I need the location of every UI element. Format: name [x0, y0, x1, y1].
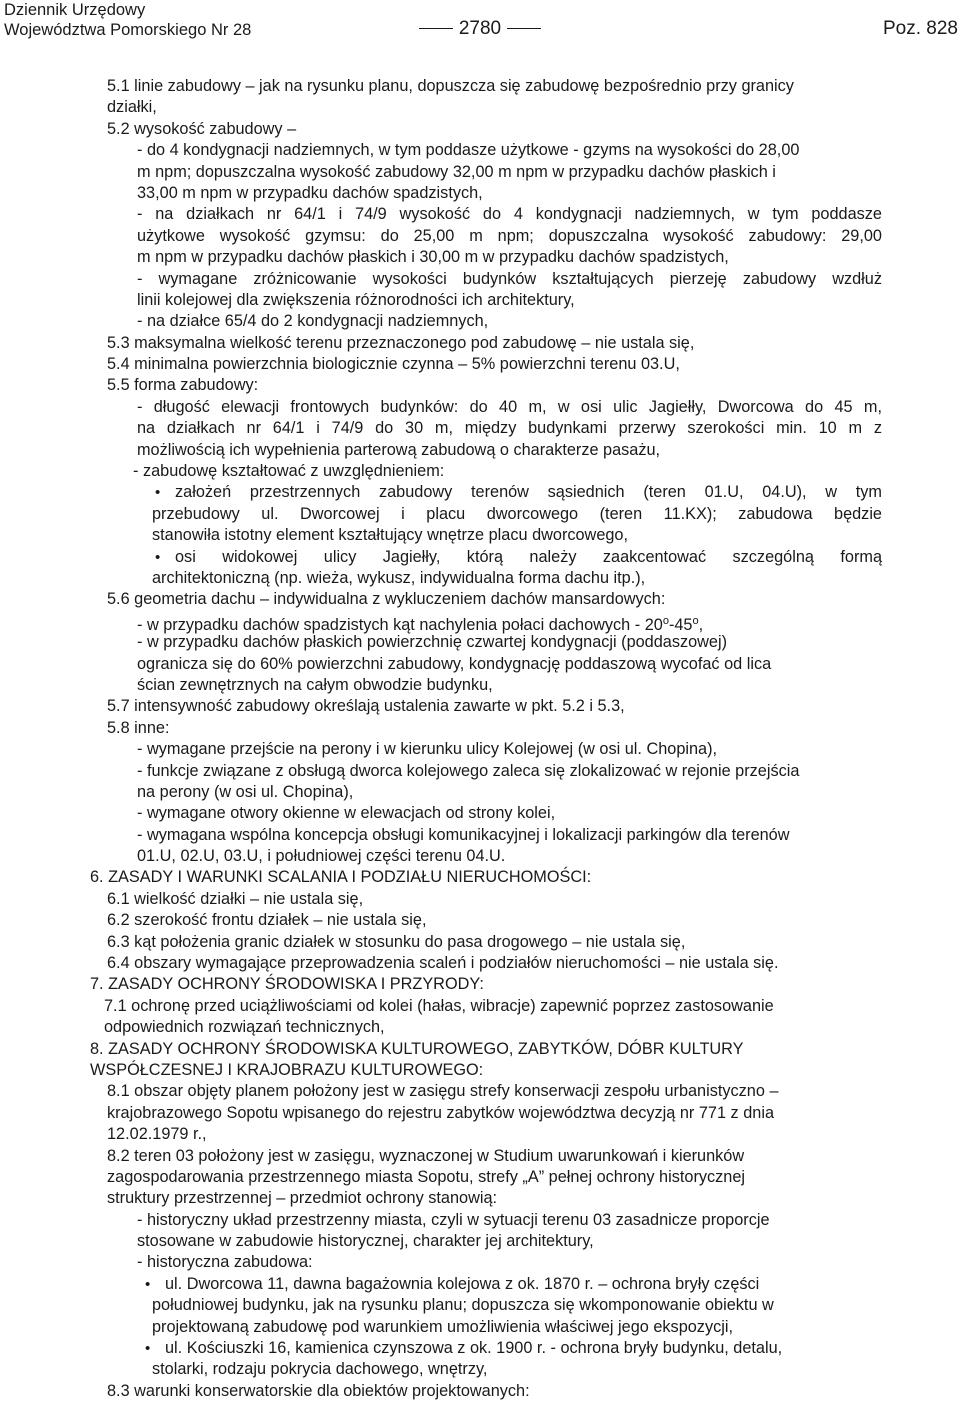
- line-text: 6.2 szerokość frontu działek – nie ustala się,: [107, 911, 427, 930]
- text-line: [0, 461, 960, 482]
- line-text: - na działkach nr 64/1 i 74/9 wysokość do 4 kondygnacji nadziemnych, w tym poddasze: [137, 205, 882, 224]
- page-number: [400, 18, 560, 40]
- text-line: [0, 632, 960, 653]
- line-text: 8. ZASADY OCHRONY ŚRODOWISKA KULTUROWEGO, ZABYTKÓW, DÓBR KULTURY: [90, 1039, 744, 1058]
- text-line: [0, 611, 960, 632]
- line-text: 8.1 obszar objęty planem położony jest w zasięgu strefy konserwacji zespołu urbanistyczno –: [107, 1082, 779, 1101]
- text-line: [0, 333, 960, 354]
- degree-superscript: o: [692, 614, 699, 627]
- line-text: możliwością ich wypełnienia parterową zabudową o charakterze pasażu,: [137, 440, 661, 459]
- text-line: [0, 654, 960, 675]
- text-line: [0, 1381, 960, 1402]
- text-line: [0, 568, 960, 589]
- line-text: 5.5 forma zabudowy:: [107, 376, 259, 395]
- line-text: - zabudowę kształtować z uwzględnieniem:: [133, 462, 445, 481]
- line-text: 12.02.1979 r.,: [107, 1125, 207, 1144]
- text-line: [0, 397, 882, 418]
- page-number-text: 2780: [458, 18, 502, 39]
- line-text: południowej budynku, jak na rysunku planu; dopuszcza się wkomponowanie obiektu w: [152, 1296, 774, 1315]
- text-line: [0, 1359, 960, 1380]
- text-line: [0, 932, 960, 953]
- line-text: ogranicza się do 60% powierzchni zabudowy, kondygnację poddaszową wycofać od lica: [137, 654, 772, 673]
- text-line: [0, 1146, 960, 1167]
- line-text: linii kolejowej dla zwiększenia różnorodności ich architektury,: [137, 290, 575, 309]
- text-line: [0, 354, 960, 375]
- line-text: architektoniczną (np. wieża, wykusz, indywidualna forma dachu itp.),: [152, 568, 646, 587]
- line-text: 8.3 warunki konserwatorskie dla obiektów projektowanych:: [107, 1381, 530, 1400]
- text-line: [0, 996, 960, 1017]
- text-line: [0, 440, 960, 461]
- line-text: - historyczna zabudowa:: [137, 1253, 313, 1272]
- line-text: ul. Kościuszki 16, kamienica czynszowa z ok. 1900 r. - ochrona bryły budynku, detalu,: [165, 1339, 783, 1358]
- angle-range-end: -45: [668, 615, 693, 634]
- bullet-icon: •: [155, 484, 161, 502]
- text-line: [0, 1252, 960, 1273]
- publication-title: [4, 0, 251, 40]
- line-text: m npm; dopuszczalna wysokość zabudowy 32,00 m npm w przypadku dachów płaskich i: [137, 162, 776, 181]
- dash-left: [419, 28, 453, 29]
- line-text: 8.2 teren 03 położony jest w zasięgu, wyznaczonej w Studium uwarunkowań i kierunków: [107, 1146, 745, 1165]
- bullet-icon: •: [155, 548, 161, 566]
- text-line: [0, 183, 960, 204]
- line-text: zagospodarowania przestrzennego miasta Sopotu, strefy „A” pełnej ochrony historycznej: [107, 1167, 746, 1186]
- publication-line-2: Województwa Pomorskiego Nr 28: [4, 21, 252, 39]
- line-text: - w przypadku dachów płaskich powierzchnię czwartej kondygnacji (poddaszowej): [137, 633, 728, 652]
- line-text: 6. ZASADY I WARUNKI SCALANIA I PODZIAŁU NIERUCHOMOŚCI:: [90, 868, 592, 887]
- line-text: 5.2 wysokość zabudowy –: [107, 119, 297, 138]
- line-text: WSPÓŁCZESNEJ I KRAJOBRAZU KULTUROWEGO:: [90, 1060, 484, 1079]
- dash-right: [507, 28, 541, 29]
- line-text: 01.U, 02.U, 03.U, i południowej części terenu 04.U.: [137, 847, 506, 866]
- text-line: [0, 1081, 960, 1102]
- text-line: [0, 290, 960, 311]
- text-line: [0, 418, 882, 439]
- bullet-icon: •: [145, 1340, 151, 1358]
- line-text: ścian zewnętrznych na całym obwodzie budynku,: [137, 675, 493, 694]
- line-text: - wymagane otwory okienne w elewacjach od strony kolei,: [137, 804, 556, 823]
- line-text: 5.4 minimalna powierzchnia biologicznie czynna – 5% powierzchni terenu 03.U,: [107, 355, 680, 374]
- text-line: [0, 226, 882, 247]
- line-text: - do 4 kondygnacji nadziemnych, w tym poddasze użytkowe - gzyms na wysokości do 28,00: [137, 141, 800, 160]
- line-text: 5.3 maksymalna wielkość terenu przeznaczonego pod zabudowę – nie ustala się,: [107, 333, 695, 352]
- document-body: [0, 76, 960, 1402]
- text-line: [0, 1317, 960, 1338]
- text-line: [0, 696, 960, 717]
- line-text: działki,: [107, 98, 157, 117]
- line-text: stolarki, rodzaju pokrycia dachowego, wnętrzy,: [152, 1360, 488, 1379]
- line-text: 6.1 wielkość działki – nie ustala się,: [107, 889, 364, 908]
- text-line: [0, 718, 960, 739]
- text-line: [0, 889, 960, 910]
- line-text: krajobrazowego Sopotu wpisanego do rejestru zabytków województwa decyzją nr 771 z dnia: [107, 1103, 775, 1122]
- text-line: [0, 761, 960, 782]
- text-line: [0, 1124, 960, 1145]
- text-line: [0, 311, 960, 332]
- line-text: - historyczny układ przestrzenny miasta, czyli w sytuacji terenu 03 zasadnicze proporcje: [137, 1210, 770, 1229]
- text-line: [0, 974, 960, 995]
- line-text: osi widokowej ulicy Jagiełły, którą należy zaakcentować szczególną formą: [175, 547, 882, 566]
- line-text: odpowiednich rozwiązań technicznych,: [104, 1018, 385, 1037]
- text-line: [0, 675, 960, 696]
- line-text: 6.4 obszary wymagające przeprowadzenia scaleń i podziałów nieruchomości – nie ustala się.: [107, 954, 779, 973]
- text-line: [0, 482, 882, 503]
- text-line: [0, 739, 960, 760]
- line-tail: ,: [698, 615, 704, 634]
- text-line: [0, 1103, 960, 1124]
- text-line: [0, 97, 960, 118]
- line-text: - wymagane przejście na perony i w kierunku ulicy Kolejowej (w osi ul. Chopina),: [137, 740, 718, 759]
- text-line: [0, 1295, 960, 1316]
- line-text: - wymagana wspólna koncepcja obsługi komunikacyjnej i lokalizacji parkingów dla terenów: [137, 825, 790, 844]
- text-line: [0, 247, 960, 268]
- text-line: [0, 953, 960, 974]
- text-line: [0, 1039, 960, 1060]
- text-line: [0, 504, 882, 525]
- text-line: [0, 1188, 960, 1209]
- publication-line-1: Dziennik Urzędowy: [4, 1, 146, 19]
- line-text: stosowane w zabudowie historycznej, charakter jej architektury,: [137, 1232, 594, 1251]
- text-line: [0, 1338, 960, 1359]
- text-line: [0, 76, 960, 97]
- line-text: 5.6 geometria dachu – indywidualna z wykluczeniem dachów mansardowych:: [107, 590, 666, 609]
- text-line: [0, 1231, 960, 1252]
- text-line: [0, 846, 960, 867]
- text-line: [0, 375, 960, 396]
- degree-superscript: o: [662, 614, 669, 627]
- line-text: - na działce 65/4 do 2 kondygnacji nadziemnych,: [137, 312, 489, 331]
- line-text: - wymagane zróżnicowanie wysokości budynków kształtujących pierzeję zabudowy wzdłuż: [137, 269, 882, 288]
- text-line: [0, 1274, 960, 1295]
- line-text: 6.3 kąt położenia granic działek w stosunku do pasa drogowego – nie ustala się,: [107, 932, 686, 951]
- line-text: na działkach nr 64/1 i 74/9 do 30 m, między budynkami przerwy szerokości min. 10 m z: [137, 419, 882, 438]
- text-line: [0, 803, 960, 824]
- text-line: [0, 589, 960, 610]
- line-text: 5.1 linie zabudowy – jak na rysunku planu, dopuszcza się zabudowę bezpośrednio przy granicy: [107, 77, 794, 95]
- line-text: założeń przestrzennych zabudowy terenów sąsiednich (teren 01.U, 04.U), w tym: [175, 483, 882, 502]
- line-text: projektowaną zabudowę pod warunkiem umożliwienia właściwej jego ekspozycji,: [152, 1317, 733, 1336]
- bullet-icon: •: [145, 1275, 151, 1293]
- text-line: [0, 825, 960, 846]
- line-text: m npm w przypadku dachów płaskich i 30,00 m w przypadku dachów spadzistych,: [137, 248, 729, 267]
- line-text: 33,00 m npm w przypadku dachów spadzistych,: [137, 183, 483, 202]
- text-line: [0, 1210, 960, 1231]
- text-line: [0, 547, 882, 568]
- line-text: 5.8 inne:: [107, 718, 170, 737]
- line-text: 7.1 ochronę przed uciążliwościami od kolei (hałas, wibracje) zapewnić poprzez zastosowanie: [104, 996, 774, 1015]
- line-text: - długość elewacji frontowych budynków: do 40 m, w osi ulic Jagiełły, Dworcowa do 45 m,: [137, 397, 882, 416]
- line-text: użytkowe wysokość gzymsu: do 25,00 m npm; dopuszczalna wysokość zabudowy: 29,00: [137, 226, 882, 245]
- text-line: [0, 867, 960, 888]
- text-line: [0, 204, 882, 225]
- line-text: 5.7 intensywność zabudowy określają ustalenia zawarte w pkt. 5.2 i 5.3,: [107, 697, 625, 716]
- line-text: przebudowy ul. Dworcowej i placu dworcowego (teren 11.KX); zabudowa będzie: [152, 504, 882, 523]
- line-text: - w przypadku dachów spadzistych kąt nachylenia połaci dachowych - 20: [137, 615, 663, 634]
- text-line: [0, 1017, 960, 1038]
- text-line: [0, 1167, 960, 1188]
- line-text: ul. Dworcowa 11, dawna bagażownia kolejowa z ok. 1870 r. – ochrona bryły części: [165, 1274, 760, 1293]
- line-text: stanowiła istotny element kształtujący wnętrze placu dworcowego,: [152, 526, 629, 545]
- text-line: [0, 162, 960, 183]
- position-number: Poz. 828: [883, 18, 958, 39]
- text-line: [0, 525, 960, 546]
- text-line: [0, 119, 960, 140]
- line-text: - funkcje związane z obsługą dworca kolejowego zaleca się zlokalizować w rejonie przejścia: [137, 761, 800, 780]
- text-line: [0, 782, 960, 803]
- text-line: [0, 1060, 960, 1081]
- line-text: na perony (w osi ul. Chopina),: [137, 782, 354, 801]
- line-text: 7. ZASADY OCHRONY ŚRODOWISKA I PRZYRODY:: [90, 975, 484, 994]
- line-text: struktury przestrzennej – przedmiot ochrony stanowią:: [107, 1189, 498, 1208]
- text-line: [0, 140, 960, 161]
- text-line: [0, 910, 960, 931]
- text-line: [0, 269, 882, 290]
